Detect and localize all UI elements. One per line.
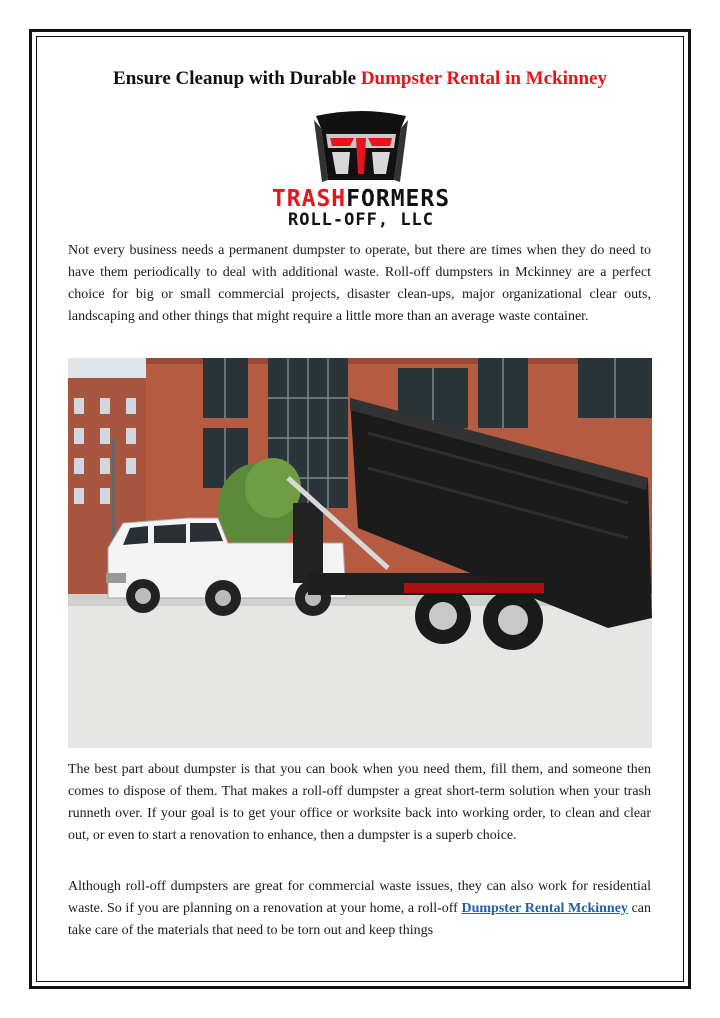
paragraph-benefits: The best part about dumpster is that you can book when you need them, fill them, and someone then comes to dispose of them. That makes a roll-off dumpster a great short-term solution when your trash runneth over. If your goal is to get your office or worksite back into working order, to clean and clear out, or even to start a renovation to enhance, then a dumpster is a superb choice. <box>68 762 651 843</box>
robot-head-icon <box>218 108 504 188</box>
paragraph-residential-lead: Although roll-off dumpsters are great for commercial waste issues, they can also work for residential waste. So if you are planning on a renovation at your home, a roll-off <box>68 879 651 916</box>
company-logo <box>218 108 504 232</box>
paragraph-residential-tail: can take care of the materials that need to be torn out and keep things <box>68 901 651 938</box>
paragraph-intro: Not every business needs a permanent dumpster to operate, but there are times when they do need to have them periodically to deal with additional waste. Roll-off dumpsters in Mckinney are a perfect choice for big or small commercial projects, disaster clean-ups, major organizational clear outs, landscaping and other things that might require a little more than an average waste container. <box>68 243 651 324</box>
dumpster-truck-photo <box>68 358 652 748</box>
title-accent: Dumpster Rental in Mckinney <box>360 68 607 89</box>
dumpster-rental-link[interactable]: Dumpster Rental Mckinney <box>461 901 628 916</box>
logo-wordmark: TRASHFORMERS <box>271 186 451 212</box>
page-title <box>0 68 720 90</box>
logo-subtitle: ROLL-OFF, LLC <box>287 210 435 230</box>
paragraph-residential <box>68 876 651 942</box>
title-lead: Ensure Cleanup with Durable <box>113 68 361 89</box>
